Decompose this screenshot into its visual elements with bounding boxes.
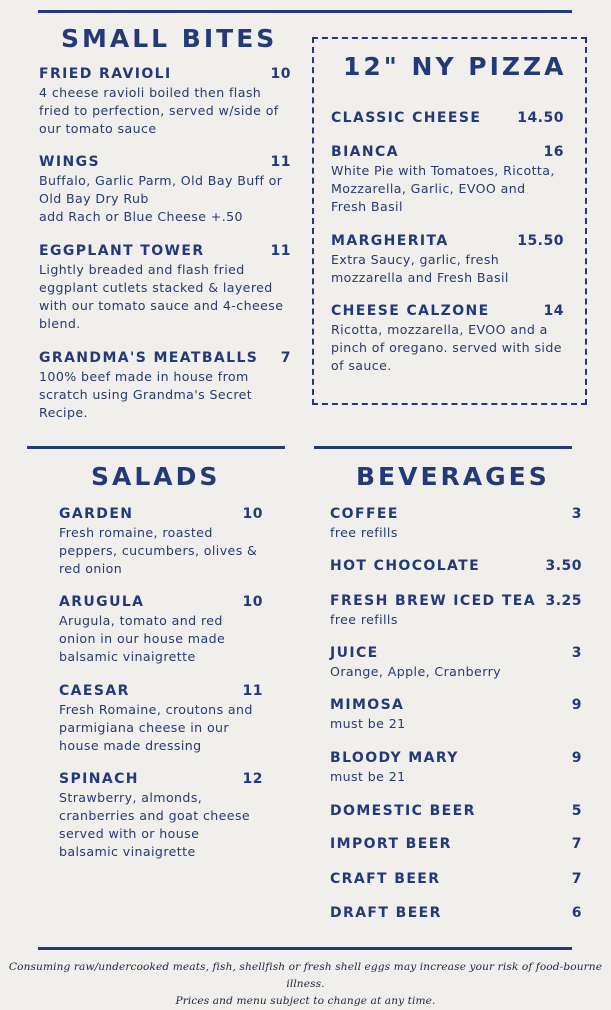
item-name: CLASSIC CHEESE: [331, 110, 482, 126]
beverage-mimosa: [330, 697, 582, 733]
beverage-hot-chocolate: [330, 558, 582, 574]
menu-item-classic-cheese: [331, 110, 564, 126]
item-name: IMPORT BEER: [330, 836, 452, 852]
disclaimer-line-2: Prices and menu subject to change at any time.: [175, 995, 436, 1007]
item-name: HOT CHOCOLATE: [330, 558, 481, 574]
top-rule: [38, 10, 572, 13]
item-price: 14: [543, 303, 564, 319]
menu-item-arugula: [59, 594, 263, 666]
item-description: Strawberry, almonds, cranberries and goat cheese served with or house balsamic vinaigrette: [59, 790, 251, 859]
menu-item-grandmas-meatballs: [39, 350, 291, 422]
item-price: 3.25: [545, 593, 582, 609]
item-price: 7: [571, 836, 582, 852]
item-name: GARDEN: [59, 506, 134, 522]
beverage-juice: [330, 645, 582, 681]
menu-item-fried-ravioli: [39, 66, 291, 138]
beverage-coffee: [330, 506, 582, 542]
menu-item-wings: [39, 154, 291, 226]
health-disclaimer: [0, 959, 611, 1010]
item-description: must be 21: [330, 769, 406, 784]
salads-rule: [27, 446, 285, 449]
pizza-title: 12" NY PIZZA: [343, 52, 567, 81]
item-name: MARGHERITA: [331, 233, 449, 249]
item-description: 4 cheese ravioli boiled then flash fried to perfection, served w/side of our tomato sauce: [39, 85, 279, 136]
beverage-iced-tea: [330, 593, 582, 629]
item-name: CHEESE CALZONE: [331, 303, 490, 319]
small-bites-title: SMALL BITES: [61, 24, 278, 53]
item-name: CRAFT BEER: [330, 871, 441, 887]
item-price: 7: [280, 350, 291, 366]
item-description: 100% beef made in house from scratch using Grandma's Secret Recipe.: [39, 369, 253, 420]
item-name: COFFEE: [330, 506, 399, 522]
item-description: free refills: [330, 525, 398, 540]
item-addon: add Rach or Blue Cheese +.50: [39, 209, 243, 224]
menu-item-cheese-calzone: [331, 303, 564, 375]
item-price: 5: [571, 803, 582, 819]
item-name: MIMOSA: [330, 697, 405, 713]
beverages-title: BEVERAGES: [356, 462, 550, 491]
item-price: 3.50: [545, 558, 582, 574]
item-name: DOMESTIC BEER: [330, 803, 476, 819]
item-price: 10: [242, 594, 263, 610]
bottom-rule: [38, 947, 572, 950]
disclaimer-line-1: Consuming raw/undercooked meats, fish, shellfish or fresh shell eggs may increase your risk of food-bourne illness.: [8, 961, 603, 990]
beverages-rule: [314, 446, 572, 449]
item-price: 11: [270, 243, 291, 259]
item-description: Buffalo, Garlic Parm, Old Bay Buff or Old Bay Dry Rub: [39, 173, 283, 206]
item-name: FRESH BREW ICED TEA: [330, 593, 537, 609]
menu-item-bianca: [331, 144, 564, 216]
menu-item-garden: [59, 506, 263, 578]
item-price: 12: [242, 771, 263, 787]
menu-item-margherita: [331, 233, 564, 287]
menu-item-caesar: [59, 683, 263, 755]
item-description: Fresh romaine, roasted peppers, cucumbers, olives & red onion: [59, 525, 258, 576]
item-name: ARUGULA: [59, 594, 145, 610]
item-price: 7: [571, 871, 582, 887]
item-description: must be 21: [330, 716, 406, 731]
item-description: Orange, Apple, Cranberry: [330, 664, 501, 679]
item-name: FRIED RAVIOLI: [39, 66, 172, 82]
beverage-craft-beer: [330, 871, 582, 887]
item-name: BLOODY MARY: [330, 750, 459, 766]
menu-item-eggplant-tower: [39, 243, 291, 333]
item-price: 10: [242, 506, 263, 522]
item-price: 3: [571, 506, 582, 522]
item-description: Fresh Romaine, croutons and parmigiana cheese in our house made dressing: [59, 702, 253, 753]
beverage-import-beer: [330, 836, 582, 852]
item-price: 15.50: [517, 233, 564, 249]
item-description: Extra Saucy, garlic, fresh mozzarella and Fresh Basil: [331, 252, 509, 285]
item-description: Arugula, tomato and red onion in our house made balsamic vinaigrette: [59, 613, 226, 664]
item-description: White Pie with Tomatoes, Ricotta, Mozzarella, Garlic, EVOO and Fresh Basil: [331, 163, 555, 214]
item-name: JUICE: [330, 645, 379, 661]
beverage-draft-beer: [330, 905, 582, 921]
item-price: 11: [270, 154, 291, 170]
item-price: 14.50: [517, 110, 564, 126]
item-name: EGGPLANT TOWER: [39, 243, 205, 259]
beverage-bloody-mary: [330, 750, 582, 786]
item-name: BIANCA: [331, 144, 399, 160]
item-description: free refills: [330, 612, 398, 627]
item-name: SPINACH: [59, 771, 139, 787]
item-description: Lightly breaded and flash fried eggplant cutlets stacked & layered with our tomato sauce and 4-cheese blend.: [39, 262, 284, 331]
salads-title: SALADS: [91, 462, 221, 491]
item-price: 9: [571, 750, 582, 766]
item-name: GRANDMA'S MEATBALLS: [39, 350, 259, 366]
item-price: 16: [543, 144, 564, 160]
item-name: DRAFT BEER: [330, 905, 442, 921]
item-price: 6: [571, 905, 582, 921]
item-description: Ricotta, mozzarella, EVOO and a pinch of oregano. served with side of sauce.: [331, 322, 562, 373]
item-name: CAESAR: [59, 683, 130, 699]
item-price: 3: [571, 645, 582, 661]
item-price: 11: [242, 683, 263, 699]
beverage-domestic-beer: [330, 803, 582, 819]
item-price: 9: [571, 697, 582, 713]
item-price: 10: [270, 66, 291, 82]
menu-item-spinach: [59, 771, 263, 861]
item-name: WINGS: [39, 154, 100, 170]
